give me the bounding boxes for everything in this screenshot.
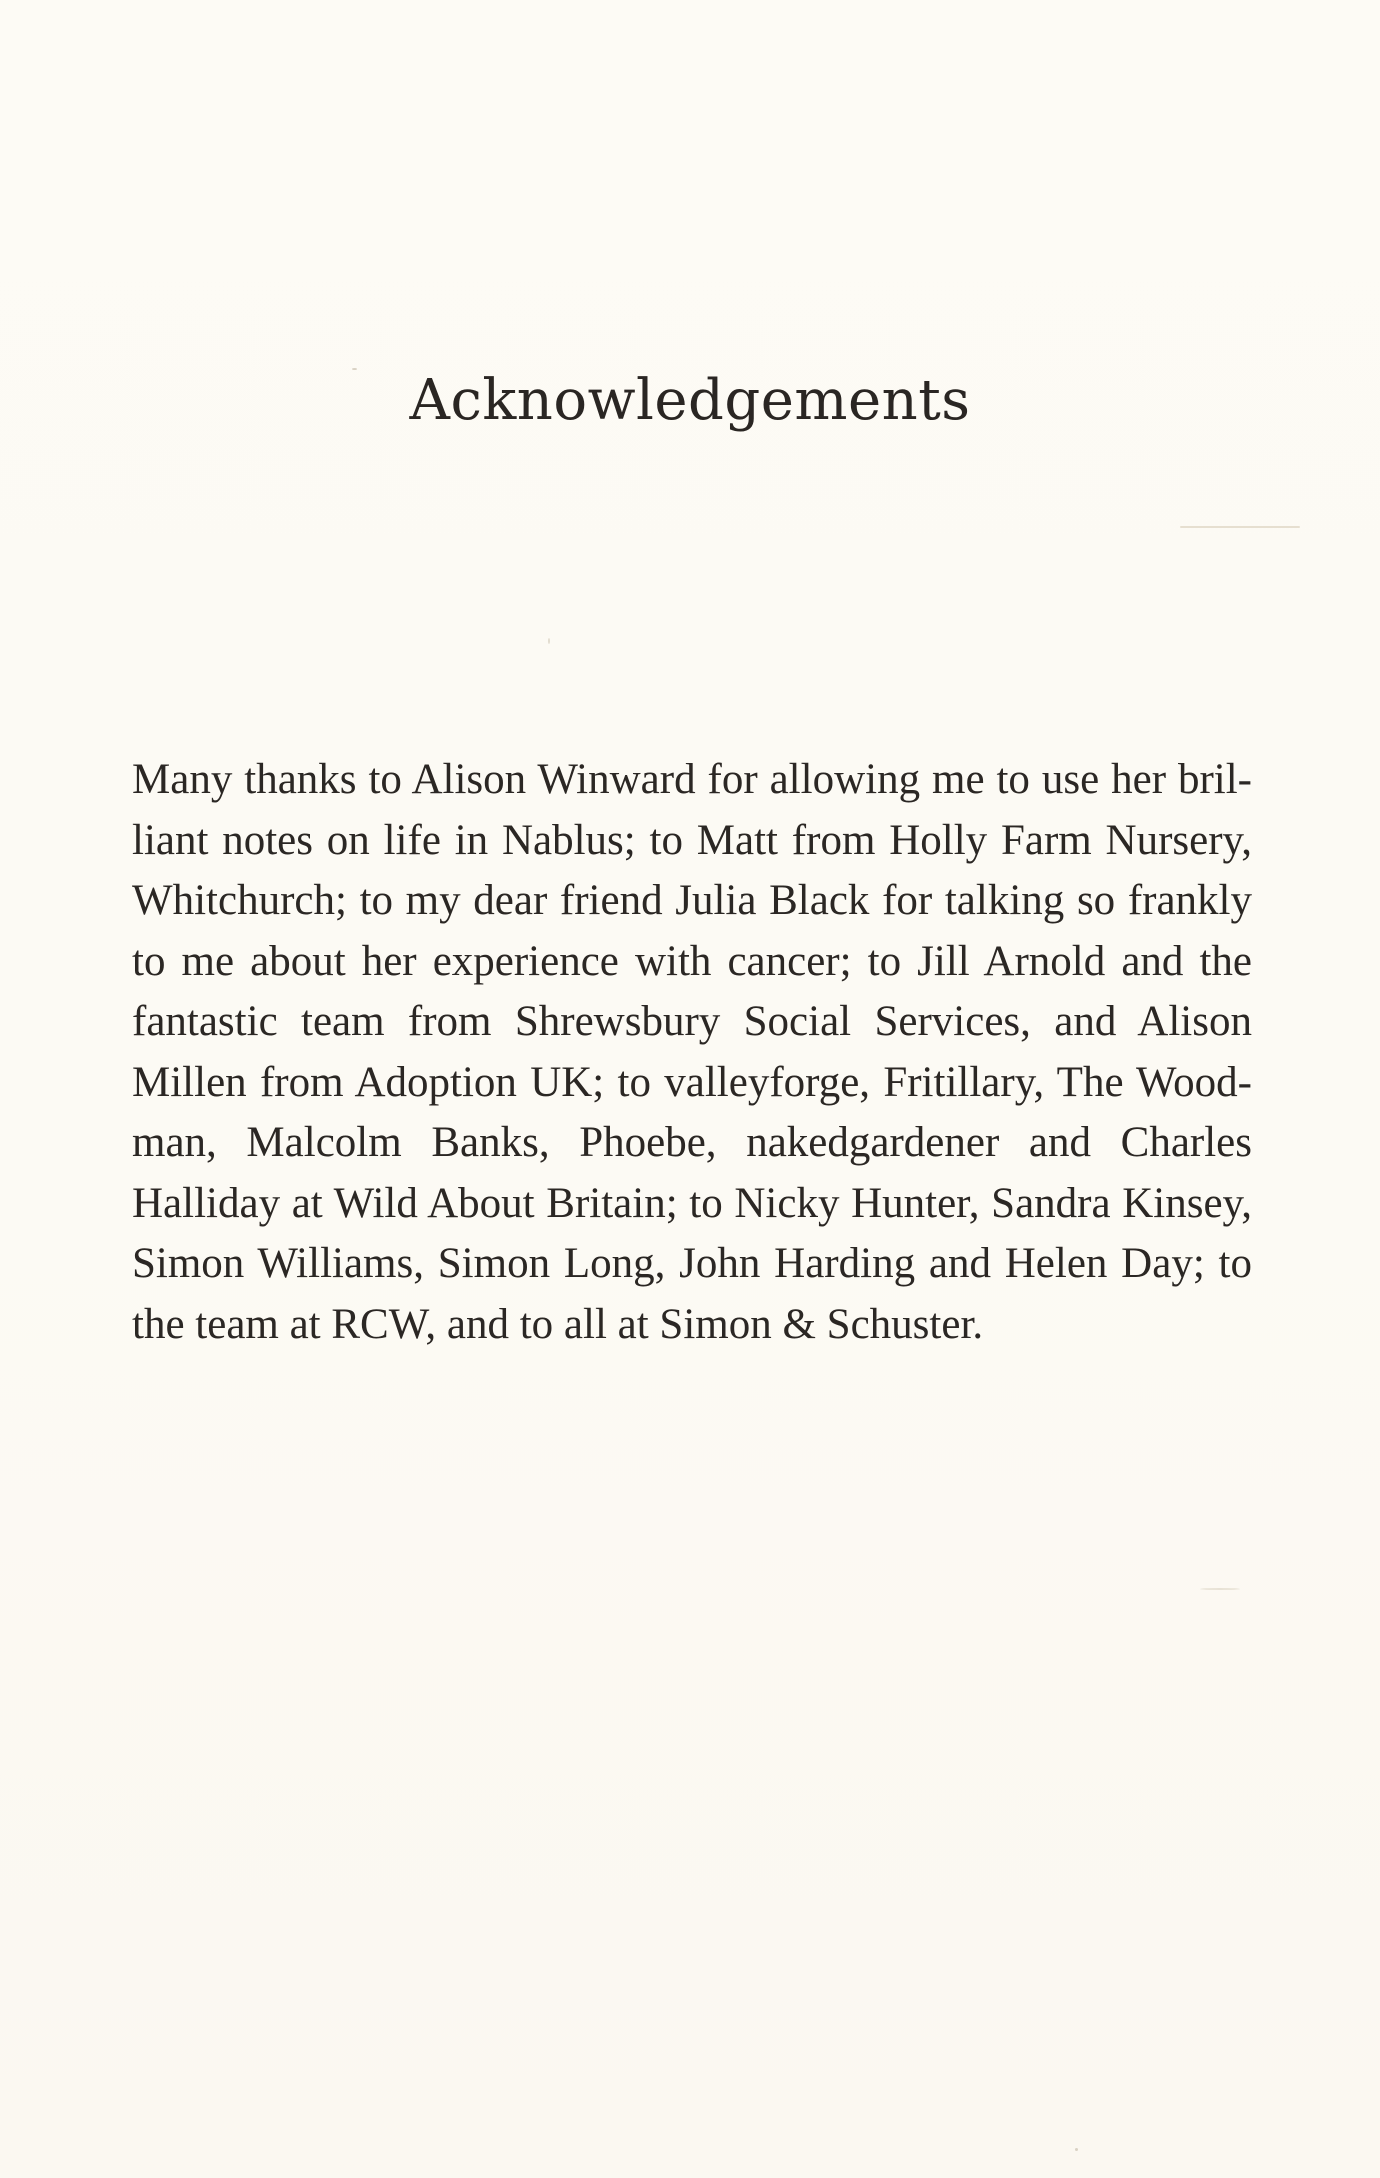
paper-speck bbox=[1180, 526, 1300, 528]
paragraph-line: fantastic team from Shrewsbury Social Services, and Alison bbox=[132, 998, 1252, 1045]
paragraph-line: to me about her experience with cancer; to Jill Arnold and the bbox=[132, 937, 1252, 985]
paragraph-line: Many thanks to Alison Winward for allowing me to use her bril- bbox=[132, 756, 1252, 803]
paragraph-line: the team at RCW, and to all at Simon & Schuster. bbox=[132, 1300, 984, 1348]
paragraph-line: Millen from Adoption UK; to valleyforge, Fritillary, The Wood- bbox=[132, 1058, 1252, 1106]
paragraph-line: Simon Williams, Simon Long, John Harding and Helen Day; to bbox=[132, 1240, 1252, 1287]
paper-speck bbox=[352, 368, 357, 370]
paper-speck bbox=[548, 638, 550, 644]
paper-speck bbox=[1200, 1588, 1240, 1590]
paragraph-line: man, Malcolm Banks, Phoebe, nakedgardener and Charles bbox=[132, 1119, 1252, 1166]
paragraph-line: liant notes on life in Nablus; to Matt from Holly Farm Nursery, bbox=[132, 816, 1252, 864]
paragraph-line: Whitchurch; to my dear friend Julia Black for talking so frankly bbox=[132, 877, 1252, 924]
acknowledgements-paragraph bbox=[132, 750, 1252, 1355]
paragraph-line: Halliday at Wild About Britain; to Nicky Hunter, Sandra Kinsey, bbox=[132, 1179, 1252, 1227]
paper-speck bbox=[1075, 2148, 1078, 2151]
page-title: Acknowledgements bbox=[409, 368, 971, 433]
